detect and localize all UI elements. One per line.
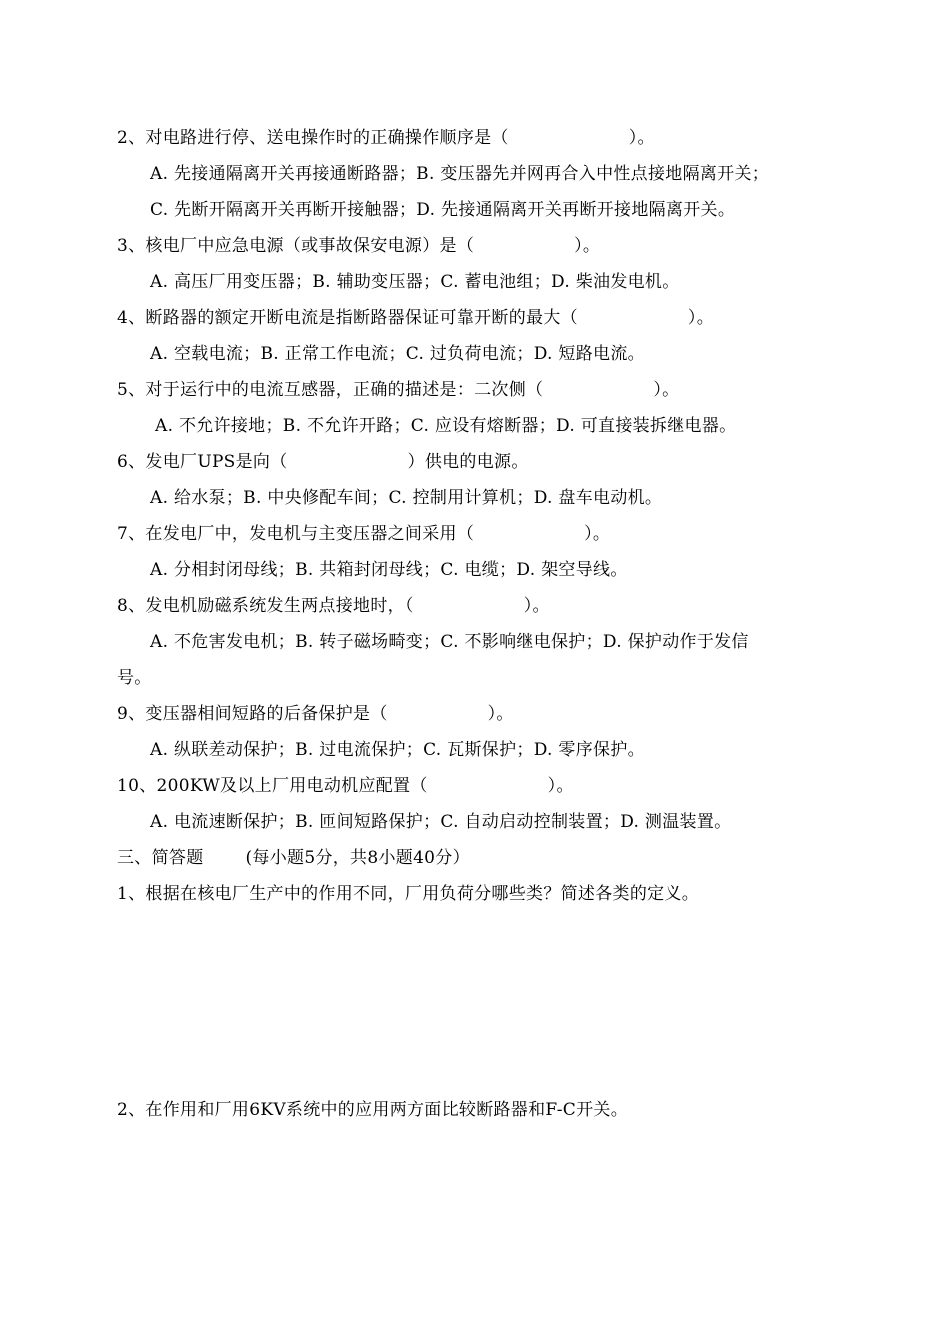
question-6 [117, 452, 529, 472]
short-answer-question-1: 1、根据在核电厂生产中的作用不同，厂用负荷分哪些类？简述各类的定义。 [117, 884, 700, 904]
question-4 [117, 308, 714, 328]
question-stem-end: ）。 [547, 776, 574, 796]
question-stem-end: ）。 [574, 236, 601, 256]
question-3 [117, 236, 600, 256]
question-stem-end: ）。 [584, 524, 611, 544]
question-2-options-1: A. 先接通隔离开关再接通断路器；B. 变压器先并网再合入中性点接地隔离开关； [150, 164, 770, 184]
question-8-options: A. 不危害发电机；B. 转子磁场畸变；C. 不影响继电保护；D. 保护动作于发信 [150, 632, 749, 652]
question-stem: 2、对电路进行停、送电操作时的正确操作顺序是（ [117, 128, 509, 148]
question-stem: 7、在发电厂中，发电机与主变压器之间采用（ [117, 524, 475, 544]
question-stem-end: ）。 [687, 308, 715, 328]
question-4-options: A. 空载电流；B. 正常工作电流；C. 过负荷电流；D. 短路电流。 [150, 344, 645, 364]
question-stem-end: ）。 [523, 596, 550, 616]
short-answer-question-2: 2、在作用和厂用6KV系统中的应用两方面比较断路器和F-C开关。 [117, 1100, 628, 1120]
question-7 [117, 524, 610, 544]
question-3-options: A. 高压厂用变压器；B. 辅助变压器；C. 蓄电池组；D. 柴油发电机。 [150, 272, 680, 292]
question-stem-end: ）供电的电源。 [407, 452, 529, 472]
question-5 [117, 380, 679, 400]
question-stem: 6、发电厂UPS是向（ [117, 452, 288, 472]
question-10 [117, 776, 574, 796]
question-stem: 9、变压器相间短路的后备保护是（ [117, 704, 388, 724]
section-title: 三、简答题 [117, 848, 204, 868]
question-stem-end: ）。 [487, 704, 514, 724]
question-5-options: A. 不允许接地；B. 不允许开路；C. 应设有熔断器；D. 可直接装拆继电器。 [155, 416, 737, 436]
section-heading [117, 848, 470, 868]
question-stem-end: ）。 [653, 380, 680, 400]
question-stem: 10、200KW及以上厂用电动机应配置（ [117, 776, 428, 796]
question-stem: 8、发电机励磁系统发生两点接地时，（ [117, 596, 414, 616]
question-10-options: A. 电流速断保护；B. 匝间短路保护；C. 自动启动控制装置；D. 测温装置。 [150, 812, 732, 832]
question-9 [117, 704, 514, 724]
question-8 [117, 596, 550, 616]
question-7-options: A. 分相封闭母线；B. 共箱封闭母线；C. 电缆；D. 架空导线。 [150, 560, 628, 580]
question-9-options: A. 纵联差动保护；B. 过电流保护；C. 瓦斯保护；D. 零序保护。 [150, 740, 645, 760]
question-6-options: A. 给水泵；B. 中央修配车间；C. 控制用计算机；D. 盘车电动机。 [150, 488, 663, 508]
section-note: (每小题5分，共8小题40分） [245, 848, 470, 868]
question-8-options-continuation: 号。 [117, 668, 152, 688]
question-stem-end: ）。 [628, 128, 655, 148]
question-stem: 5、对于运行中的电流互感器，正确的描述是：二次侧（ [117, 380, 544, 400]
question-2-options-2: C. 先断开隔离开关再断开接触器；D. 先接通隔离开关再断开接地隔离开关。 [150, 200, 736, 220]
question-stem: 3、核电厂中应急电源（或事故保安电源）是（ [117, 236, 475, 256]
question-stem: 4、断路器的额定开断电流是指断路器保证可靠开断的最大（ [117, 308, 578, 328]
question-2 [117, 128, 655, 148]
